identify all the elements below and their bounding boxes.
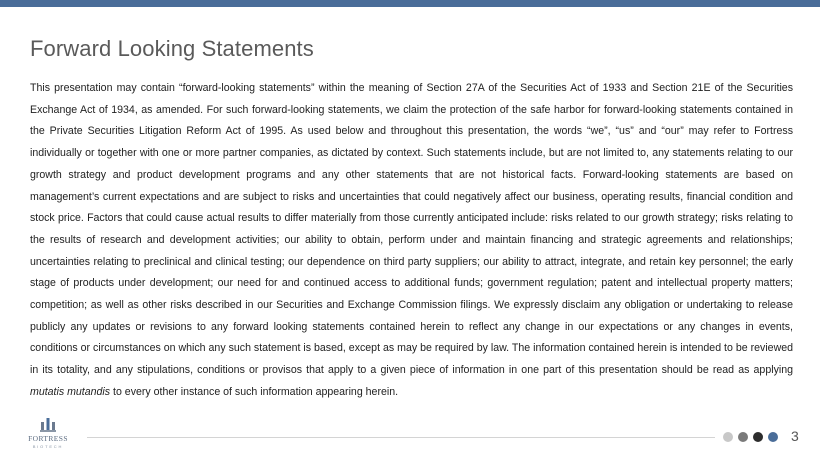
fortress-biotech-logo (24, 418, 72, 454)
logo-wordmark: FORTRESS (28, 434, 68, 443)
fortress-tower-icon (40, 418, 56, 432)
slide-title: Forward Looking Statements (30, 36, 314, 61)
disclaimer-paragraph (30, 78, 793, 404)
disclaimer-text-end: to every other instance of such information appearing herein. (113, 385, 399, 398)
disclaimer-text: This presentation may contain “forward-looking statements” within the meaning of Section 27A of the Securities Act of 1933 and Section 21E of the Securities Exchange Act of 1934, as amended. For such forward-looking statements, we claim the protection of the safe harbor for forward-looking statements contained in the Private Securities Litigation Reform Act of 1995. As used below and throughout this presentation, the words “we”, “us” and “our” may refer to Fortress individually or together with one or more partner companies, as dictated by context. Such statements include, but are not limited to, any statements relating to our growth strategy and product development programs and any other statements that are not historical facts. Forward-looking statements are based on management’s current expectations and are subject to risks and uncertainties that could negatively affect our business, operating results, financial condition and stock price. Factors that could cause actual results to differ materially from those currently anticipated include: risks related to our growth strategy; risks relating to the results of research and development activities; our ability to obtain, perform under and maintain financing and strategic agreements and relationships; uncertainties relating to preclinical and clinical testing; our dependence on third party suppliers; our ability to attract, integrate, and retain key personnel; the early stage of products under development; our need for and continued access to additional funds; government regulation; patent and intellectual property matters; competition; as well as other risks described in our Securities and Exchange Commission filings. We expressly disclaim any obligation or undertaking to release publicly any updates or revisions to any forward looking statements contained herein to reflect any change in our expectations or any changes in events, conditions or circumstances on which any such statement is based, except as may be required by law. The information contained herein is intended to be reviewed in its totality, and any stipulations, conditions or provisos that apply to a given piece of information in one part of this presentation should be read as applying (30, 82, 793, 377)
disclaimer-italic-phrase: mutatis mutandis (30, 385, 111, 398)
top-accent-bar (0, 0, 820, 7)
dot-icon (753, 432, 763, 442)
logo-subtitle: BIOTECH (32, 444, 64, 449)
dot-icon (738, 432, 748, 442)
page-number: 3 (791, 428, 799, 444)
dot-icon (723, 432, 733, 442)
footer-divider (87, 437, 715, 438)
dot-icon (768, 432, 778, 442)
